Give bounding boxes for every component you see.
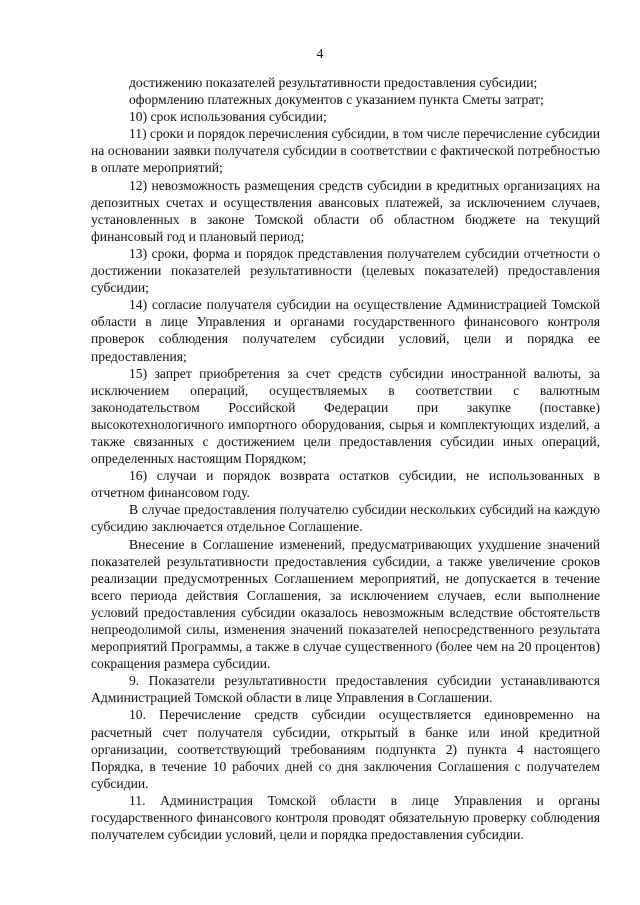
paragraph: достижению показателей результативности предоставления субсидии; xyxy=(129,75,538,90)
document-body xyxy=(91,74,600,843)
paragraph: В случае предоставления получателю субсидии нескольких субсидий на каждую субсидию заключается отдельное Соглашение. xyxy=(91,502,600,535)
paragraph: 14) согласие получателя субсидии на осуществление Администрацией Томской области в лице Управления и органами государственного финансового контроля проверок соблюдения получателем субсидии условий, цели и порядка ее предоставления; xyxy=(91,297,600,364)
paragraph: 11. Администрация Томской области в лице Управления и органы государственного финансового контроля проводят обязательную проверку соблюдения получателем субсидии условий, цели и порядка предоставления субсидии. xyxy=(91,792,600,843)
paragraph: 15) запрет приобретения за счет средств субсидии иностранной валюты, за исключением операций, осуществляемых в соответствии с валютным законодательством Российской Федерации при закупке (поставке) высокотехнологичного импортного оборудования, сырья и комплектующих изделий, а также связанных с достижением цели предоставления субсидии иных операций, определенных настоящим Порядком; xyxy=(91,365,600,467)
page-number: 4 xyxy=(316,46,324,61)
paragraph: 12) невозможность размещения средств субсидии в кредитных организациях на депозитных счетах и осуществления авансовых платежей, за исключением случаев, установленных в законе Томской области об областном бюджете на текущий финансовый год и плановый период; xyxy=(91,177,600,244)
paragraph: 10. Перечисление средств субсидии осуществляется единовременно на расчетный счет получателя субсидии, открытый в банке или иной кредитной организации, соответствующий требованиям подпункта 2) пункта 4 настоящего Порядка, в течение 10 рабочих дней со дня заключения Соглашения с получателем субсидии. xyxy=(91,707,600,791)
paragraph: 11) сроки и порядок перечисления субсидии, в том числе перечисление субсидии на основании заявки получателя субсидии в соответствии с фактической потребностью в оплате мероприятий; xyxy=(91,126,600,176)
paragraph: 10) срок использования субсидии; xyxy=(129,109,327,125)
paragraph: 13) сроки, форма и порядок представления получателем субсидии отчетности о достижении показателей результативности (целевых показателей) предоставления субсидии; xyxy=(91,245,600,296)
paragraph: 16) случаи и порядок возврата остатков субсидии, не использованных в отчетном финансовом году. xyxy=(91,468,600,501)
paragraph: 9. Показатели результативности предоставления субсидии устанавливаются Администрацией Томской области в лице Управления в Соглашении. xyxy=(91,673,600,706)
paragraph: Внесение в Соглашение изменений, предусматривающих ухудшение значений показателей результативности предоставления субсидии, а также увеличение сроков реализации предусмотренных Соглашением мероприятий, не допускается в течение всего периода действия Соглашения, за исключением случаев, если выполнение условий предоставления субсидии оказалось невозможным вследствие обстоятельств непреодолимой силы, изменения значений показателей непосредственного результата мероприятий Программы, а также в случае существенного (более чем на 20 процентов) сокращения размера субсидии. xyxy=(91,536,600,672)
paragraph: оформлению платежных документов с указанием пункта Сметы затрат; xyxy=(129,92,544,108)
